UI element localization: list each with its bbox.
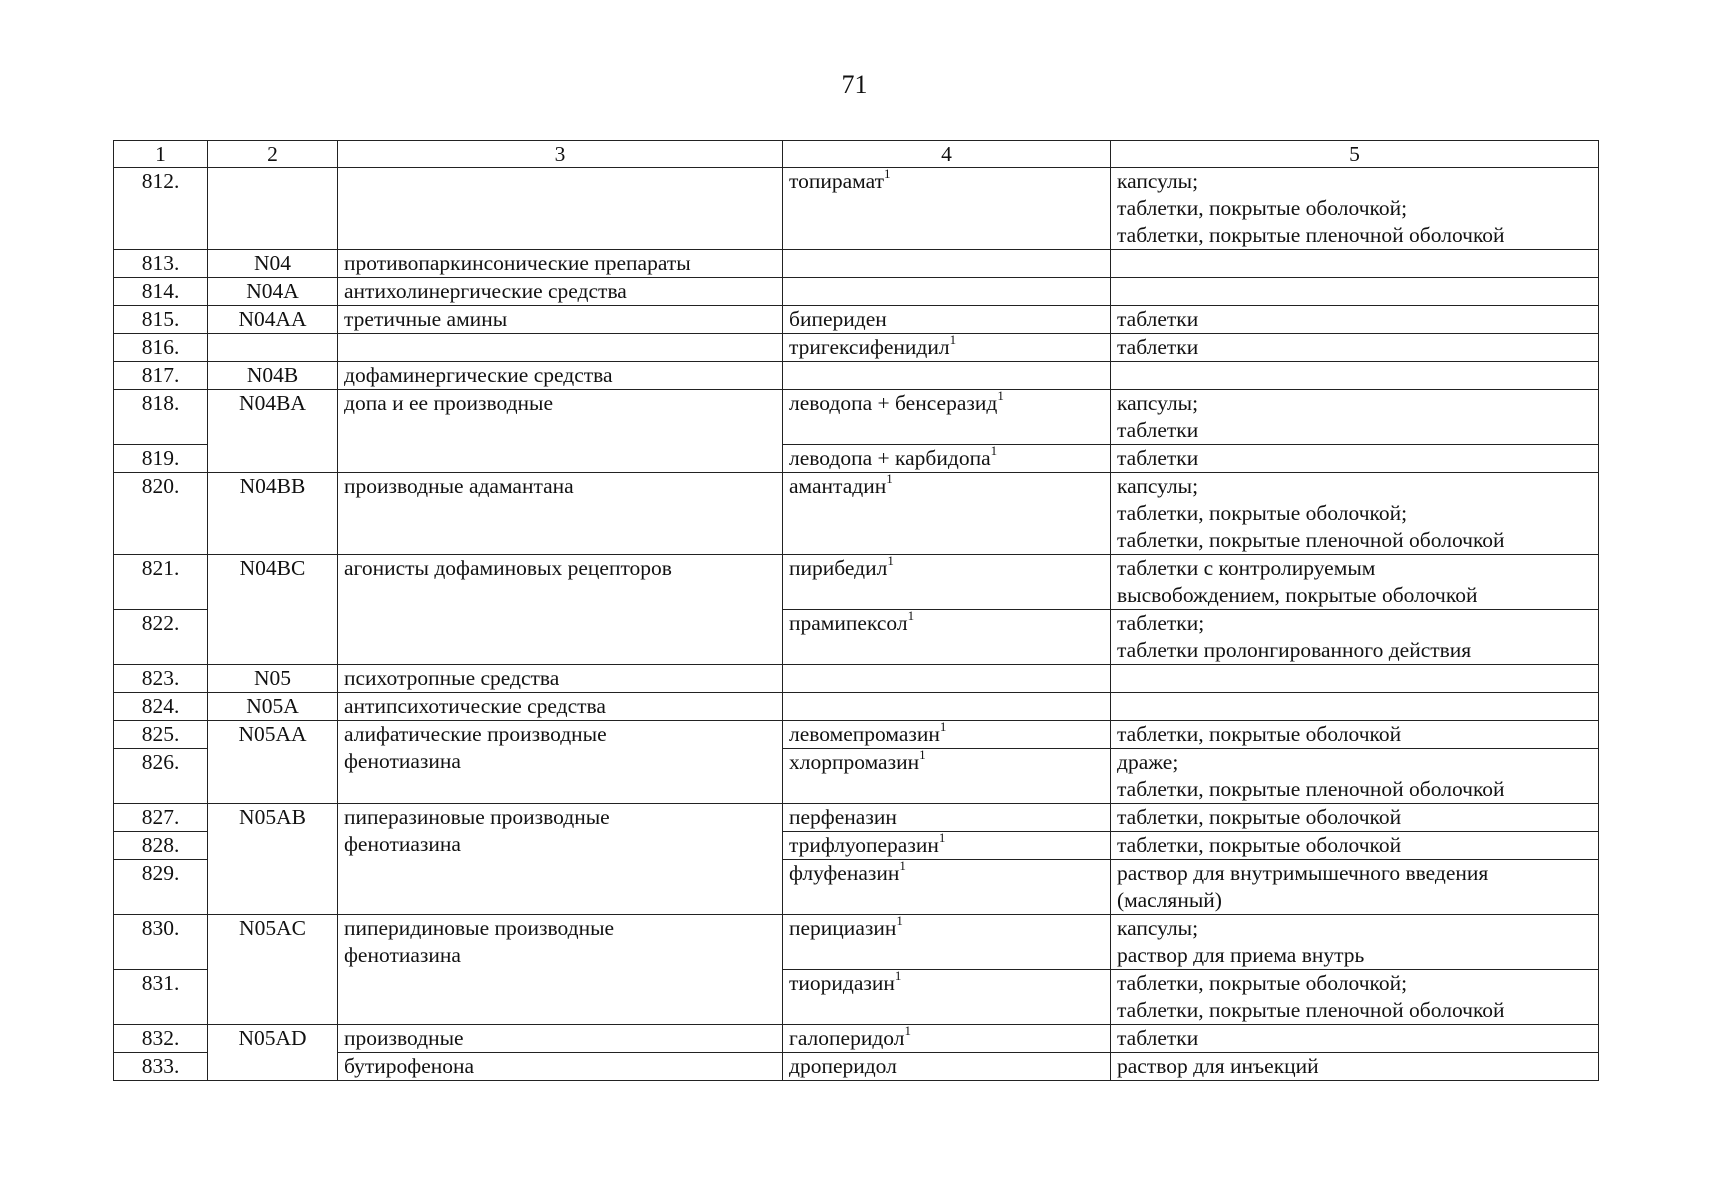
table-row (114, 168, 1599, 250)
row-number: 823. (114, 665, 208, 693)
footnote-mark: 1 (997, 387, 1004, 403)
table-row (114, 362, 1599, 390)
table-row (114, 665, 1599, 693)
dosage-form: таблетки (1111, 445, 1599, 473)
footnote-mark: 1 (949, 331, 957, 347)
group-name (338, 168, 783, 250)
drug-name (783, 278, 1111, 306)
dosage-form: таблетки (1111, 1025, 1599, 1053)
table-row (114, 1025, 1599, 1053)
drug-name: тригексифенидил$^1$ (783, 334, 1111, 362)
dosage-form (1111, 278, 1599, 306)
atc-code: N05 (208, 665, 338, 693)
table-row (114, 693, 1599, 721)
header-col-1: 1 (114, 141, 208, 168)
footnote-mark: 1 (886, 470, 893, 486)
group-name: производные адамантана (338, 473, 783, 555)
table-row (114, 804, 1599, 832)
row-number: 812. (114, 168, 208, 250)
dosage-form: таблетки, покрытые оболочкой (1111, 721, 1599, 749)
row-number: 824. (114, 693, 208, 721)
group-name: пиперазиновые производные фенотиазина (338, 804, 783, 915)
atc-code: N04BB (208, 473, 338, 555)
dosage-form (1111, 250, 1599, 278)
row-number: 830. (114, 915, 208, 970)
row-number: 825. (114, 721, 208, 749)
atc-code: N05AA (208, 721, 338, 804)
row-number: 833. (114, 1053, 208, 1081)
row-number: 828. (114, 832, 208, 860)
dosage-form: таблетки, покрытые оболочкой (1111, 832, 1599, 860)
group-name: агонисты дофаминовых рецепторов (338, 555, 783, 665)
table-row (114, 250, 1599, 278)
atc-code: N05A (208, 693, 338, 721)
drug-name: пирибедил$^1$ (783, 555, 1111, 610)
dosage-form: капсулы; раствор для приема внутрь (1111, 915, 1599, 970)
header-col-2: 2 (208, 141, 338, 168)
table-row (114, 278, 1599, 306)
dosage-form: капсулы; таблетки (1111, 390, 1599, 445)
drug-name: перфеназин (783, 804, 1111, 832)
atc-code (208, 168, 338, 250)
group-name: психотропные средства (338, 665, 783, 693)
footnote-mark: 1 (896, 912, 903, 928)
dosage-form: таблетки; таблетки пролонгированного действия (1111, 610, 1599, 665)
row-number: 820. (114, 473, 208, 555)
row-number: 831. (114, 970, 208, 1025)
group-name: бутирофенона (338, 1053, 783, 1081)
table-row (114, 721, 1599, 749)
drug-name: прамипексол$^1$ (783, 610, 1111, 665)
group-name: антихолинергические средства (338, 278, 783, 306)
row-number: 827. (114, 804, 208, 832)
dosage-form: таблетки (1111, 334, 1599, 362)
group-name: алифатические производные фенотиазина (338, 721, 783, 804)
footnote-mark: 1 (919, 746, 926, 762)
table-row (114, 334, 1599, 362)
footnote-mark: 1 (939, 718, 947, 734)
atc-code: N04AA (208, 306, 338, 334)
row-number: 819. (114, 445, 208, 473)
footnote-mark: 1 (894, 967, 902, 983)
header-col-5: 5 (1111, 141, 1599, 168)
atc-code: N05AB (208, 804, 338, 915)
table-row (114, 473, 1599, 555)
drug-name: леводопа + бенсеразид$^1$ (783, 390, 1111, 445)
row-number: 826. (114, 749, 208, 804)
drug-name: тиоридазин$^1$ (783, 970, 1111, 1025)
row-number: 816. (114, 334, 208, 362)
atc-code (208, 334, 338, 362)
drug-name: амантадин$^1$ (783, 473, 1111, 555)
dosage-form (1111, 665, 1599, 693)
group-name: противопаркинсонические препараты (338, 250, 783, 278)
drug-name: бипериден (783, 306, 1111, 334)
row-number: 821. (114, 555, 208, 610)
drug-name: леводопа + карбидопа$^1$ (783, 445, 1111, 473)
group-name: допа и ее производные (338, 390, 783, 473)
drug-name: трифлуоперазин$^1$ (783, 832, 1111, 860)
dosage-form (1111, 693, 1599, 721)
page-number: 71 (841, 70, 868, 99)
group-name: антипсихотические средства (338, 693, 783, 721)
table-row (114, 390, 1599, 445)
drug-name: топирамат$^1$ (783, 168, 1111, 250)
drug-name (783, 693, 1111, 721)
dosage-form (1111, 362, 1599, 390)
footnote-mark: 1 (899, 857, 906, 873)
dosage-form: драже; таблетки, покрытые пленочной оболочкой (1111, 749, 1599, 804)
atc-code: N05AD (208, 1025, 338, 1081)
group-name: производные (338, 1025, 783, 1053)
atc-code: N04BA (208, 390, 338, 473)
dosage-form: раствор для внутримышечного введения (масляный) (1111, 860, 1599, 915)
row-number: 832. (114, 1025, 208, 1053)
header-col-3: 3 (338, 141, 783, 168)
row-number: 813. (114, 250, 208, 278)
drug-name: хлорпромазин$^1$ (783, 749, 1111, 804)
row-number: 814. (114, 278, 208, 306)
drug-name: левомепромазин$^1$ (783, 721, 1111, 749)
dosage-form: таблетки (1111, 306, 1599, 334)
atc-code: N04BC (208, 555, 338, 665)
dosage-form: таблетки с контролируемым высвобождением, покрытые оболочкой (1111, 555, 1599, 610)
table-row (114, 306, 1599, 334)
drug-name (783, 250, 1111, 278)
header-col-4: 4 (783, 141, 1111, 168)
dosage-form: капсулы; таблетки, покрытые оболочкой; таблетки, покрытые пленочной оболочкой (1111, 473, 1599, 555)
drug-name: перициазин$^1$ (783, 915, 1111, 970)
table-row (114, 915, 1599, 970)
footnote-mark: 1 (884, 165, 891, 181)
row-number: 822. (114, 610, 208, 665)
group-name: третичные амины (338, 306, 783, 334)
dosage-form: таблетки, покрытые оболочкой; таблетки, покрытые пленочной оболочкой (1111, 970, 1599, 1025)
group-name: пиперидиновые производные фенотиазина (338, 915, 783, 1025)
footnote-mark: 1 (990, 442, 998, 458)
group-name (338, 334, 783, 362)
drug-name (783, 362, 1111, 390)
dosage-form: капсулы; таблетки, покрытые оболочкой; таблетки, покрытые пленочной оболочкой (1111, 168, 1599, 250)
medication-table (113, 140, 1599, 1081)
drug-name: галоперидол$^1$ (783, 1025, 1111, 1053)
header-row (114, 141, 1599, 168)
drug-name: дроперидол (783, 1053, 1111, 1081)
row-number: 815. (114, 306, 208, 334)
row-number: 829. (114, 860, 208, 915)
table-row (114, 555, 1599, 610)
row-number: 818. (114, 390, 208, 445)
dosage-form: раствор для инъекций (1111, 1053, 1599, 1081)
atc-code: N04B (208, 362, 338, 390)
atc-code: N05AC (208, 915, 338, 1025)
group-name: дофаминергические средства (338, 362, 783, 390)
drug-name: флуфеназин$^1$ (783, 860, 1111, 915)
drug-name (783, 665, 1111, 693)
footnote-mark: 1 (904, 1022, 911, 1038)
atc-code: N04 (208, 250, 338, 278)
footnote-mark: 1 (887, 552, 894, 568)
atc-code: N04A (208, 278, 338, 306)
row-number: 817. (114, 362, 208, 390)
footnote-mark: 1 (907, 607, 915, 623)
dosage-form: таблетки, покрытые оболочкой (1111, 804, 1599, 832)
footnote-mark: 1 (938, 829, 946, 845)
